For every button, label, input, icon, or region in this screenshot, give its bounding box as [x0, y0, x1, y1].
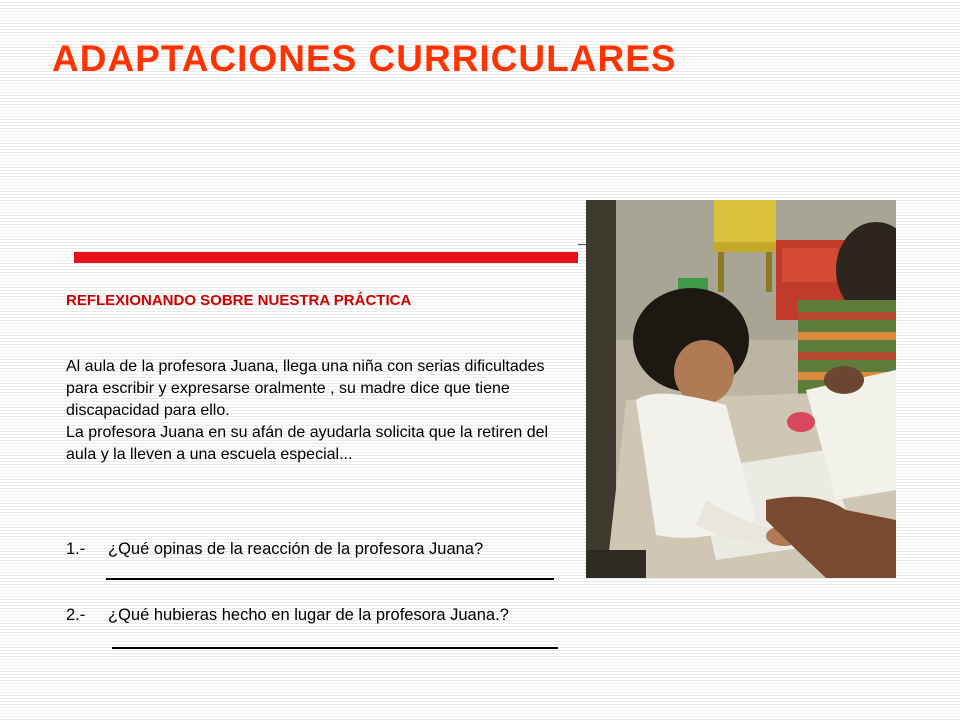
- question-2-text: ¿Qué hubieras hecho en lugar de la profesora Juana.?: [108, 606, 509, 624]
- question-1-text: ¿Qué opinas de la reacción de la profesora Juana?: [108, 540, 484, 558]
- classroom-photo-illustration: [586, 200, 896, 578]
- answer-line-2: [112, 647, 558, 649]
- question-2-number: 2.-: [66, 606, 86, 624]
- answer-line-1: [106, 578, 554, 580]
- case-paragraph-1: Al aula de la profesora Juana, llega una niña con serias dificultades para escribir y expresarse oralmente , su madre dice que tiene discapacidad para ello.: [66, 358, 545, 419]
- question-2: [66, 606, 509, 625]
- slide-title: ADAPTACIONES CURRICULARES: [52, 38, 677, 79]
- section-subtitle: REFLEXIONANDO SOBRE NUESTRA PRÁCTICA: [66, 292, 412, 309]
- case-paragraph-2: La profesora Juana en su afán de ayudarla solicita que la retiren del aula y la lleven a una escuela especial...: [66, 424, 549, 463]
- question-1-number: 1.-: [66, 540, 86, 558]
- case-description: [66, 356, 576, 466]
- question-1: [66, 540, 483, 559]
- classroom-photo: [586, 200, 896, 578]
- accent-bar: [74, 252, 578, 263]
